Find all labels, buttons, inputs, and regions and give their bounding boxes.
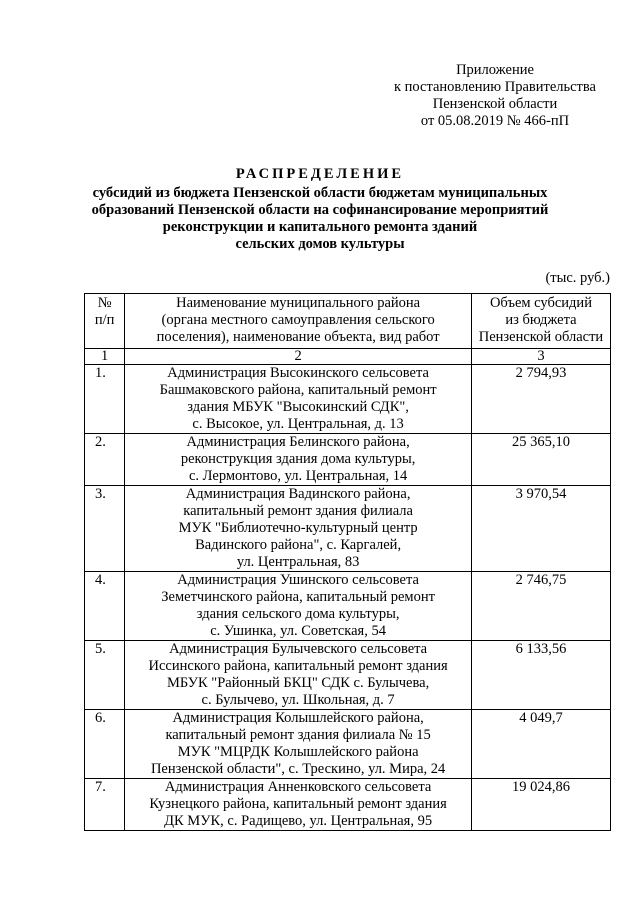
row-description	[125, 365, 472, 434]
appendix-line: Приложение	[456, 62, 534, 78]
header-cell-name	[125, 294, 472, 349]
column-number: 1	[85, 349, 125, 365]
header-text: поселения), наименование объекта, вид работ	[156, 329, 440, 345]
description-line: ул. Центральная, 83	[236, 554, 360, 570]
description-line: Администрация Белинского района,	[186, 434, 410, 450]
table-row	[85, 434, 611, 486]
header-text: Объем субсидий	[489, 295, 592, 311]
description-line: Администрация Вадинского района,	[185, 486, 411, 502]
description-line: Кузнецкого района, капитальный ремонт здания	[149, 796, 447, 812]
row-number: 6.	[85, 710, 125, 779]
header-text: Наименование муниципального района	[176, 295, 421, 311]
column-number: 2	[125, 349, 472, 365]
description-line: реконструкция здания дома культуры,	[180, 451, 416, 467]
table-row	[85, 486, 611, 572]
description-line: ДК МУК, с. Радищево, ул. Центральная, 95	[164, 813, 433, 829]
row-amount: 25 365,10	[471, 434, 610, 486]
appendix-line: от 05.08.2019 № 466-пП	[420, 113, 570, 129]
header-text: №	[97, 295, 112, 311]
description-line: Администрация Ушинского сельсовета	[177, 572, 419, 588]
row-description	[125, 572, 472, 641]
description-line: здания сельского дома культуры,	[196, 606, 400, 622]
row-amount: 2 794,93	[471, 365, 610, 434]
description-line: Администрация Анненковского сельсовета	[164, 779, 432, 795]
description-line: МБУК "Районный БКЦ" СДК с. Булычева,	[167, 675, 430, 691]
description-line: МУК "МЦРДК Колышлейского района	[177, 744, 419, 760]
description-line: здания МБУК "Высокинский СДК",	[187, 399, 409, 415]
description-line: с. Булычево, ул. Школьная, д. 7	[201, 692, 395, 708]
title-line: образований Пензенской области на софинансирование мероприятий	[91, 202, 549, 218]
header-text: Пензенской области	[478, 329, 604, 345]
title-line: реконструкции и капитального ремонта зданий	[162, 219, 478, 235]
row-amount: 2 746,75	[471, 572, 610, 641]
row-number: 3.	[85, 486, 125, 572]
table-row	[85, 641, 611, 710]
subsidy-table	[84, 293, 611, 831]
header-cell-num	[85, 294, 125, 349]
header-text: (органа местного самоуправления сельского	[161, 312, 435, 328]
row-number: 7.	[85, 779, 125, 831]
row-description	[125, 779, 472, 831]
description-line: с. Лермонтово, ул. Центральная, 14	[188, 468, 408, 484]
description-line: Вадинского района", с. Каргалей,	[195, 537, 402, 553]
row-number: 4.	[85, 572, 125, 641]
column-number-row	[85, 349, 611, 365]
appendix-line: к постановлению Правительства	[394, 79, 596, 95]
row-description	[125, 486, 472, 572]
description-line: капитальный ремонт здания филиала № 15	[165, 727, 431, 743]
description-line: МУК "Библиотечно-культурный центр	[178, 520, 418, 536]
title-heading: РАСПРЕДЕЛЕНИЕ	[235, 166, 405, 182]
row-amount: 19 024,86	[471, 779, 610, 831]
appendix-line: Пензенской области	[432, 96, 558, 112]
description-line: Администрация Булычевского сельсовета	[169, 641, 428, 657]
unit-label: (тыс. руб.)	[545, 270, 610, 286]
title-line: субсидий из бюджета Пензенской области бюджетам муниципальных	[92, 185, 548, 201]
appendix-header	[360, 62, 630, 130]
row-number: 1.	[85, 365, 125, 434]
row-amount: 6 133,56	[471, 641, 610, 710]
row-amount: 3 970,54	[471, 486, 610, 572]
table-row	[85, 710, 611, 779]
description-line: капитальный ремонт здания филиала	[183, 503, 413, 519]
row-amount: 4 049,7	[471, 710, 610, 779]
description-line: Администрация Высокинского сельсовета	[167, 365, 429, 381]
header-cell-amount	[471, 294, 610, 349]
description-line: Администрация Колышлейского района,	[172, 710, 424, 726]
column-number: 3	[471, 349, 610, 365]
document-title	[60, 166, 580, 253]
header-text: п/п	[94, 312, 115, 328]
table-header-row	[85, 294, 611, 349]
title-line: сельских домов культуры	[235, 236, 405, 252]
row-description	[125, 710, 472, 779]
description-line: Пензенской области", с. Трескино, ул. Мира, 24	[150, 761, 446, 777]
row-description	[125, 641, 472, 710]
row-number: 5.	[85, 641, 125, 710]
description-line: с. Высокое, ул. Центральная, д. 13	[192, 416, 404, 432]
row-number: 2.	[85, 434, 125, 486]
row-description	[125, 434, 472, 486]
description-line: Башмаковского района, капитальный ремонт	[159, 382, 437, 398]
table-row	[85, 572, 611, 641]
header-text: из бюджета	[505, 312, 577, 328]
description-line: с. Ушинка, ул. Советская, 54	[210, 623, 386, 639]
table-row	[85, 365, 611, 434]
table-row	[85, 779, 611, 831]
description-line: Иссинского района, капитальный ремонт здания	[148, 658, 448, 674]
description-line: Земетчинского района, капитальный ремонт	[161, 589, 435, 605]
